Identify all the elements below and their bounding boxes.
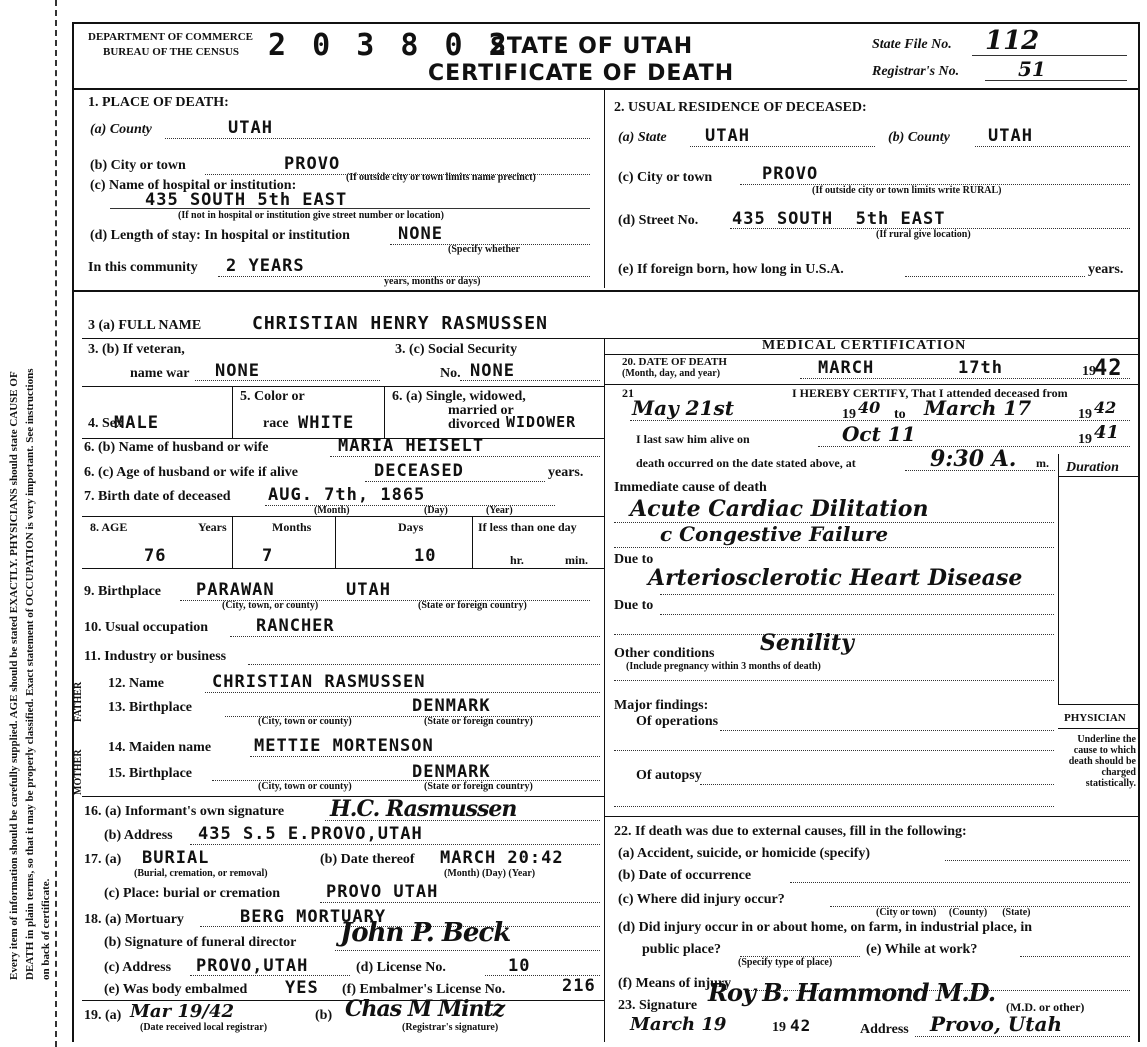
res-county-value: UTAH	[988, 126, 1033, 146]
color-label: 5. Color or	[240, 389, 305, 404]
veteran-sub: name war	[130, 366, 190, 381]
certify-text: I HEREBY CERTIFY, That I attended deceased from	[792, 386, 1068, 400]
community-label: In this community	[88, 260, 198, 275]
frame-left	[72, 22, 74, 1042]
birth-sub-month: (Month)	[314, 505, 350, 516]
father-name-value: CHRISTIAN RASMUSSEN	[212, 672, 426, 692]
mother-side-label: MOTHER	[73, 749, 84, 795]
perforation-line	[55, 0, 57, 1047]
bureau-label: BUREAU OF THE CENSUS	[103, 46, 240, 58]
ss-label: 3. (c) Social Security	[395, 342, 518, 357]
operations-label: Of operations	[636, 714, 719, 729]
dod-year: 42	[1094, 356, 1123, 381]
community-value: 2 YEARS	[226, 256, 305, 276]
state-file-value: 112	[985, 26, 1040, 56]
age-years-value: 76	[144, 546, 167, 566]
signature-year: 42	[790, 1016, 812, 1035]
margin-instruction-1: Every item of information should be carefully supplied. AGE should be stated EXACTLY. PHYSICIANS should state CAUSE OF	[8, 371, 20, 980]
father-name-label: 12. Name	[108, 676, 164, 691]
to-word: to	[894, 407, 906, 422]
marital-label-3: divorced	[448, 417, 500, 432]
county-label: (a) County	[90, 122, 152, 137]
occurred-time: 9:30 A.	[930, 446, 1017, 472]
other-conditions-label: Other conditions	[614, 646, 715, 661]
mortuary-address-label: (c) Address	[104, 960, 172, 975]
ss-value: NONE	[470, 361, 515, 381]
race-value: WHITE	[298, 413, 355, 433]
res-foreign-label: (e) If foreign born, how long in U.S.A.	[618, 262, 844, 277]
fullname-label: 3 (a) FULL NAME	[88, 318, 202, 333]
stay-value: NONE	[398, 224, 443, 244]
external-c-sub: (City or town) (County) (State)	[876, 907, 1031, 918]
external-b-label: (b) Date of occurrence	[618, 868, 752, 883]
major-findings-label: Major findings:	[614, 698, 709, 713]
res-street-label: (d) Street No.	[618, 213, 699, 228]
signature-year-prefix: 19	[772, 1020, 786, 1035]
from-year-prefix: 19	[842, 407, 856, 422]
autopsy-label: Of autopsy	[636, 768, 702, 783]
dod-sub: (Month, day, and year)	[622, 368, 721, 379]
birth-value: AUG. 7th, 1865	[268, 485, 426, 505]
burial-value: BURIAL	[142, 848, 210, 868]
external-f-label: (f) Means of injury	[618, 976, 732, 991]
informant-address-value: 435 S.5 E.PROVO,UTAH	[198, 824, 423, 844]
date-thereof-value: MARCH 20:42	[440, 848, 564, 868]
sex-value: MALE	[114, 413, 159, 433]
hospital-label: (c) Name of hospital or institution:	[90, 178, 297, 193]
registrar-sub: (Registrar's signature)	[402, 1022, 499, 1033]
external-heading: 22. If death was due to external causes, fill in the following:	[614, 824, 967, 839]
birthplace-sub-1: (City, town, or county)	[222, 600, 319, 611]
res-city-label: (c) City or town	[618, 170, 713, 185]
dod-label: 20. DATE OF DEATH	[622, 356, 727, 368]
birthplace-sub-2: (State or foreign country)	[418, 600, 527, 611]
occupation-label: 10. Usual occupation	[84, 620, 209, 635]
father-birthplace-value: DENMARK	[412, 696, 491, 716]
fullname-value: CHRISTIAN HENRY RASMUSSEN	[252, 313, 548, 334]
father-side-label: FATHER	[73, 681, 84, 722]
dod-year-prefix: 19	[1082, 364, 1096, 379]
mother-birthplace-value: DENMARK	[412, 762, 491, 782]
industry-label: 11. Industry or business	[84, 649, 227, 664]
received-value: Mar 19/42	[130, 1001, 235, 1022]
embalmer-label: (f) Embalmer's License No.	[342, 982, 506, 997]
external-e-label: (e) While at work?	[866, 942, 978, 957]
signature-address-label: Address	[860, 1022, 909, 1037]
license-value: 10	[508, 956, 531, 976]
date-thereof-sub: (Month) (Day) (Year)	[444, 868, 536, 879]
spouse-age-value: DECEASED	[374, 461, 464, 481]
physician-box-label: PHYSICIAN	[1064, 712, 1126, 724]
hospital-note: (If outside city or town limits name precinct)	[346, 172, 536, 183]
burial-label: 17. (a)	[84, 852, 122, 867]
department-label: DEPARTMENT OF COMMERCE	[88, 31, 254, 43]
residence-heading: 2. USUAL RESIDENCE OF DECEASED:	[614, 100, 867, 115]
margin-instruction-2: DEATH in plain terms, so that it may be properly classified. Exact statement of OCCUPATION is very important. See instructions	[24, 368, 36, 980]
other-conditions-value: Senility	[760, 630, 854, 656]
age-days-label: Days	[398, 520, 424, 534]
immediate-cause-1: Acute Cardiac Dilitation	[630, 496, 929, 522]
due-to-2-label: Due to	[614, 598, 654, 613]
sex-label: 4. Sex	[88, 416, 123, 431]
death-county-value: UTAH	[228, 118, 273, 138]
mother-bp-sub-2: (State or foreign country)	[424, 781, 533, 792]
marital-value: WIDOWER	[506, 413, 577, 431]
marital-label-2: married or	[448, 403, 514, 418]
frame-top	[72, 22, 1140, 24]
mother-name-value: METTIE MORTENSON	[254, 736, 434, 756]
dod-day: 17th	[958, 358, 1003, 378]
occurred-label: death occurred on the date stated above, at	[636, 456, 856, 470]
age-years-label: Years	[198, 520, 227, 534]
margin-instruction-3: on back of certificate.	[40, 878, 52, 980]
received-sub: (Date received local registrar)	[140, 1022, 268, 1033]
age-months-label: Months	[272, 520, 312, 534]
occupation-value: RANCHER	[256, 616, 335, 636]
other-conditions-sub: (Include pregnancy within 3 months of death)	[626, 661, 821, 672]
hospital-sub: (If not in hospital or institution give street number or location)	[178, 210, 444, 221]
license-label: (d) License No.	[356, 960, 446, 975]
underline-instruction: Underline the cause to which death should be charged statistically.	[1068, 734, 1136, 789]
mother-birthplace-label: 15. Birthplace	[108, 766, 192, 781]
birth-label: 7. Birth date of deceased	[84, 489, 231, 504]
last-saw-value: Oct 11	[842, 422, 916, 446]
ss-sub: No.	[440, 366, 461, 381]
certificate-stamp-number: 2 0 3 8 0 2	[268, 28, 511, 63]
duration-label: Duration	[1066, 460, 1119, 475]
due-to-1-value: Arteriosclerotic Heart Disease	[648, 565, 1023, 591]
embalmer-value: 216	[562, 976, 596, 996]
ymd-note: years, months or days)	[384, 276, 481, 287]
embalmed-label: (e) Was body embalmed	[104, 982, 248, 997]
res-city-value: PROVO	[762, 164, 819, 184]
date-thereof-label: (b) Date thereof	[320, 852, 415, 867]
birth-sub-year: (Year)	[486, 505, 513, 516]
from-year: 40	[858, 398, 881, 417]
immediate-cause-2: c Congestive Failure	[660, 522, 889, 546]
place-burial-label: (c) Place: burial or cremation	[104, 886, 280, 901]
external-c-label: (c) Where did injury occur?	[618, 892, 785, 907]
registrar-label: Registrar's No.	[872, 64, 960, 79]
external-d-label: (d) Did injury occur in or about home, on farm, in industrial place, in	[618, 920, 1033, 935]
external-a-label: (a) Accident, suicide, or homicide (specify)	[618, 846, 871, 861]
father-bp-sub-2: (State or foreign country)	[424, 716, 533, 727]
spouse-age-years: years.	[548, 465, 584, 480]
medical-heading: MEDICAL CERTIFICATION	[762, 338, 967, 353]
attended-to: March 17	[924, 396, 1032, 420]
due-to-1-label: Due to	[614, 552, 654, 567]
dod-month: MARCH	[818, 358, 875, 378]
immediate-label: Immediate cause of death	[614, 480, 767, 495]
last-saw-year: 41	[1094, 422, 1120, 443]
res-county-label: (b) County	[888, 130, 950, 145]
registrar-value: 51	[1018, 57, 1046, 81]
last-saw-label: I last saw him alive on	[636, 432, 750, 446]
signature-label: 23. Signature	[618, 998, 698, 1013]
to-year: 42	[1094, 398, 1117, 417]
state-file-label: State File No.	[872, 37, 952, 52]
received-label: 19. (a)	[84, 1008, 122, 1023]
last-saw-year-prefix: 19	[1078, 432, 1092, 447]
birthplace-city-value: PARAWAN	[196, 580, 275, 600]
spouse-value: MARIA HEISELT	[338, 436, 485, 456]
city-label: (b) City or town	[90, 158, 186, 173]
birth-sub-day: (Day)	[424, 505, 448, 516]
state-title: STATE OF UTAH	[490, 34, 694, 59]
mother-name-label: 14. Maiden name	[108, 740, 212, 755]
mortuary-address-value: PROVO,UTAH	[196, 956, 309, 976]
mother-bp-sub-1: (City, town or county)	[258, 781, 352, 792]
age-lessday-label: If less than one day	[478, 520, 577, 534]
occurred-m: m.	[1036, 456, 1049, 470]
place-of-death-heading: 1. PLACE OF DEATH:	[88, 95, 229, 110]
external-d-sub: (Specify type of place)	[738, 957, 833, 968]
registrar-signature: Chas M Mintz	[345, 996, 505, 1022]
veteran-label: 3. (b) If veteran,	[88, 342, 185, 357]
mortuary-label: 18. (a) Mortuary	[84, 912, 184, 927]
burial-sub: (Burial, cremation, or removal)	[134, 868, 268, 879]
birthplace-label: 9. Birthplace	[84, 584, 161, 599]
res-state-label: (a) State	[618, 130, 667, 145]
father-bp-sub-1: (City, town or county)	[258, 716, 352, 727]
res-street-note: (If rural give location)	[876, 229, 971, 240]
informant-signature: H.C. Rasmussen	[330, 796, 517, 822]
to-year-prefix: 19	[1078, 407, 1092, 422]
marital-label-1: 6. (a) Single, widowed,	[392, 389, 526, 404]
external-d-label-2: public place?	[642, 942, 721, 957]
physician-signature: Roy B. Hammond M.D.	[708, 978, 996, 1007]
death-city-value: PROVO	[284, 154, 341, 174]
death-hospital-value: 435 SOUTH 5th EAST	[145, 190, 348, 210]
certify-number: 21	[622, 386, 634, 400]
age-hr: hr.	[510, 553, 524, 567]
attended-from: May 21st	[632, 396, 735, 420]
res-city-note: (If outside city or town limits write RURAL)	[812, 185, 1002, 196]
birthplace-state-value: UTAH	[346, 580, 391, 600]
father-birthplace-label: 13. Birthplace	[108, 700, 192, 715]
age-min: min.	[565, 553, 589, 567]
frame-right	[1138, 22, 1140, 1042]
specify-note: (Specify whether	[448, 244, 520, 255]
res-state-value: UTAH	[705, 126, 750, 146]
race-label: race	[263, 416, 289, 431]
spouse-label: 6. (b) Name of husband or wife	[84, 440, 269, 455]
res-foreign-years: years.	[1088, 262, 1124, 277]
res-street-value: 435 SOUTH 5th EAST	[732, 209, 946, 229]
funeral-director-signature: John P. Beck	[340, 918, 511, 948]
age-days-value: 10	[414, 546, 437, 566]
embalmed-value: YES	[285, 978, 319, 998]
stay-label: (d) Length of stay: In hospital or institution	[90, 228, 350, 243]
place-burial-value: PROVO UTAH	[326, 882, 439, 902]
certificate-title: CERTIFICATE OF DEATH	[428, 61, 735, 86]
registrar-sig-label: (b)	[315, 1008, 333, 1023]
age-label: 8. AGE	[90, 520, 128, 534]
spouse-age-label: 6. (c) Age of husband or wife if alive	[84, 465, 299, 480]
md-label: (M.D. or other)	[1006, 1000, 1085, 1014]
signature-address-value: Provo, Utah	[930, 1012, 1062, 1036]
veteran-value: NONE	[215, 361, 260, 381]
mortuary-value: BERG MORTUARY	[240, 907, 387, 927]
informant-address-label: (b) Address	[104, 828, 173, 843]
age-months-value: 7	[262, 546, 274, 566]
funeral-sig-label: (b) Signature of funeral director	[104, 935, 297, 950]
informant-label: 16. (a) Informant's own signature	[84, 804, 285, 819]
signature-date: March 19	[630, 1014, 727, 1035]
